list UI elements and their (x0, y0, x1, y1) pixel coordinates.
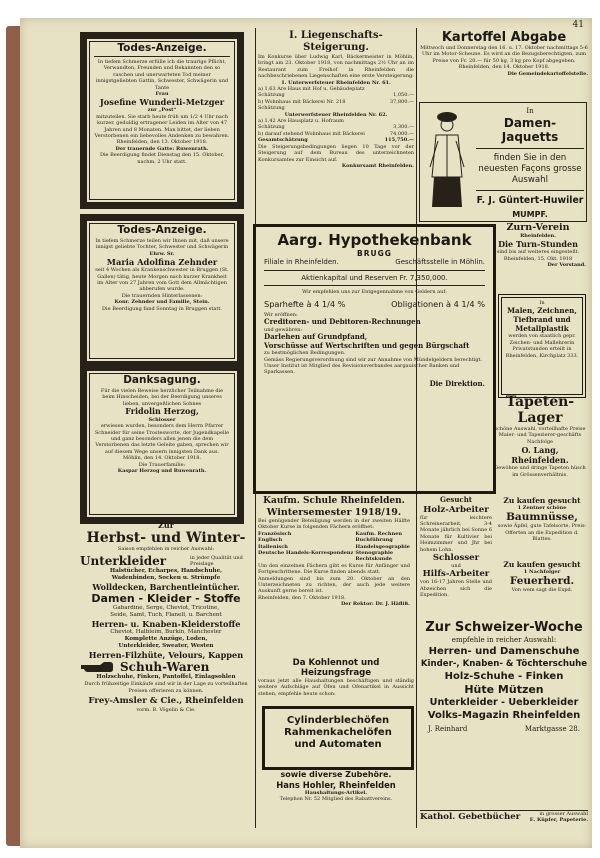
ad-place: Möhlin, den 14. Oktober 1918. (122, 455, 202, 462)
product-line: Unterkleider - Ueberkleider (429, 696, 579, 708)
ofen-line: sowie diverse Zubehöre. (280, 770, 392, 779)
ad-line: 1 Nachfolger (523, 569, 561, 575)
firm-city: MUMPF. (512, 209, 548, 219)
parcel-text: b) Wohnhaus mit Bäckerei Nr. 218 (258, 98, 346, 105)
product-line: Gabardine, Serge, Cheviot, Tricotine, (112, 605, 220, 612)
ad-sign: Der Rektor: Dr. J. Häfliß. (340, 601, 410, 608)
firm-sub: vorm. B. Vögelin & Cie. (136, 707, 196, 714)
bank-line: Unser Institut ist Mitglied des Revisionsverbandes aargauischer Banken und Sparkassen. (264, 363, 460, 376)
ad-title: Kartoffel Abgabe (441, 30, 567, 45)
ad-title: Todes-Anzeige. (117, 42, 207, 54)
ad-body: Mittwoch und Donnerstag den 16. u. 17. Oktober nachmittags 5-6 Uhr im Motor-Scheune. Es wird an die Bezugsberechtigten, zum Preise von Fr. 20.— für 50 kg, 3 kg pro Kopf abgegeben. (420, 45, 588, 64)
firm-name: J. Reinhard (428, 724, 468, 733)
ad-title: Baumnüsse, (506, 511, 578, 524)
parcel-list-2 (258, 118, 414, 144)
bank-filiale: Filiale in Rheinfelden. (264, 258, 339, 266)
oblig-rate: Obligationen à 4 1/4 % (391, 298, 485, 309)
ad-sign: Der trauernde Gatte: Ruwenrath. (115, 145, 209, 152)
ad-intro: In tiefem Schmerze erfülle ich die traurige Pflicht, Verwandten, Freunden und Bekannten den so raschen und unerwarteten Tod meiner innigstgeliebten Gattin, Schwester, Schwägerin und Tante (95, 59, 229, 91)
ad-sub: Wintersemester 1918/19. (266, 507, 402, 518)
ad-footer: Die Beerdigung fand Sonntag in Bruggen statt. (102, 305, 222, 312)
ad-in: In (526, 107, 534, 115)
bank-line: Creditoren- und Debitoren-Rechnungen (264, 317, 421, 326)
malen-line: Metallplastik (515, 324, 569, 334)
product-line: Seide, Samt, Tuch, Flanell, u. Barchent (110, 612, 222, 619)
ad-place: Rheinfelden, den 13. Oktober 1918. (116, 139, 208, 146)
product-heading: Herren-Filzhüte, Velours, Kappen (88, 650, 244, 661)
parcel-text: Schätzung (258, 92, 285, 99)
firm-name: F. J. Güntert-Huwiler (476, 194, 584, 206)
product-line: Wadenbinden, Socken u. Strümpfe (111, 575, 221, 582)
ad-title: Todes-Anzeige. (117, 224, 207, 236)
product-line: Unterkleider, Sweater, Westen (118, 643, 214, 650)
hypothekenbank-ad (253, 224, 496, 494)
gesucht-ad (420, 496, 492, 616)
ad-zur: Zur (158, 520, 174, 530)
ad-body: werden von staatlich gepr. Zeichen- und Mallehrerin Privatstunden erteilt in Rheinfelden, Kirchplatz 333. (505, 333, 579, 359)
ad-intro: Bei genügender Beteiligung werden in der zweiten Hälfte Oktober Kurse in folgenden Fächern eröffnet: (258, 518, 410, 531)
firm-sub: Haushaltungs-Artikel. (304, 790, 368, 796)
product-line: Cheviot, Halbleim, Burkin, Manchester (110, 629, 222, 636)
ad-body: erwiesen wurden, besonders dem Herrn Pfarrer Schneider für seine Trostesworte, der Jugendkapelle und ganz besonders allen jenen die dem Verstorbenen das letzte Geleite gaben, sprechen wir auf diesem Wege unsern innigsten Dank aus. (94, 423, 230, 455)
bank-kapital: Aktienkapital und Reserven Fr. 7,350,000. (301, 273, 448, 282)
todes-anzeige-zehnder (80, 214, 244, 368)
ad-line: Zu kaufen gesucht (503, 560, 581, 569)
ad-intro: Für die vielen Beweise herzlicher Teilnahme die beim Hinscheiden, bei der Beerdigung unseres lieben, unvergeßlichen Sohnes (100, 388, 224, 407)
parcel-text: Schätzung (258, 105, 285, 112)
course-list-2 (355, 531, 410, 563)
ad-title: Zur Schweizer-Woche (425, 620, 583, 635)
product-line: Komplette Anzüge, Loden, (124, 636, 208, 643)
firm-name: E. Küpfer, Papeterie. (529, 817, 588, 824)
ofen-line: Cylinderblechöfen (286, 715, 390, 726)
malen-line: Malen, Zeichnen, (507, 306, 577, 316)
ad-footer: Die Beerdigung findet Dienstag den 15. Oktober, nachm. 2 Uhr statt. (99, 152, 225, 165)
ad-body: Von wem sagt die Expd. (511, 587, 573, 594)
todes-anzeige-wunderli (80, 32, 244, 209)
ad-sign: Die Gemeindekartoffelstelle. (507, 70, 588, 77)
bank-empf: Wir empfehlen uns zur Entgegennahme von Geldern auf: (302, 289, 447, 296)
deceased-name: Maria Adolfina Zehnder (106, 257, 218, 268)
course-item: Französisch (258, 530, 292, 537)
parcel-value: 74,000.— (389, 130, 414, 137)
job-heading: Holz-Arbeiter (423, 504, 489, 515)
ad-sign-label: Die Trauerfamilie: (138, 461, 186, 468)
ad-body: Die Turn-Stunden (498, 239, 578, 250)
firm-name: Hans Hohler, Rheinfelden (276, 780, 396, 790)
ad-intro: Im Konkurse über Ludwig Karl, Bäckermeister in Möhlin, bringt am 23. Oktober 1918, von nachmittags 2½ Uhr an im Restaurant zum Freihof in Rheinfelden die nachbeschriebenen Liegenschaften eine erste Versteigerung: (258, 54, 414, 80)
deceased-name: Fridolin Herzog, (125, 406, 199, 417)
course-item: Handelsgeographie (355, 543, 410, 550)
ad-title: Da Kohlennot und Heizungsfrage (292, 658, 380, 678)
ad-place: Rheinfelden, den 7. Oktober 1918. (258, 594, 346, 601)
baumnuss-ad (496, 496, 588, 556)
liegenschafts-steigerung (258, 30, 414, 220)
unterkleider-note: in jeder Qualität und Preislage (190, 555, 243, 568)
bank-geschaeft: Geschäftsstelle in Möhlin. (395, 258, 485, 266)
kartoffel-abgabe (420, 30, 588, 96)
page-number: 41 (572, 20, 584, 30)
ad-anmeldung: Anmeldungen sind bis zum 20. Oktober an den Unterzeichneten zu richten, der auch jede weitere Auskunft gerne bereit ist. (258, 575, 410, 595)
product-line: Hüte Mützen (464, 682, 544, 696)
bank-line: Wir eröffnen: (264, 311, 298, 318)
ad-sub: Schlosser (148, 416, 176, 423)
parcel-text: a) 1,42 Are Hausplatz u. Hofraum (258, 118, 344, 125)
ad-title: I. Liegenschafts-Steigerung. (289, 30, 383, 53)
woman-figure-icon (422, 107, 472, 215)
ad-line: 1 Zentner schöne (517, 505, 567, 511)
product-line: Halstücher, Echarpes, Handschuhe, (109, 568, 223, 575)
bank-line: zu bestmöglichen Bedingungen. (264, 350, 346, 357)
ad-pre: Ehrw. Sr. (149, 250, 175, 257)
ofen-box (262, 706, 414, 770)
malen-ad (498, 294, 586, 398)
ad-intro: In tiefem Schmerze teilen wir Ihnen mit, daß unsere innigst geliebte Tochter, Schwester und Schwägerin (95, 238, 229, 251)
ad-body: von 16-17 Jahren Stelle und Abzeichen sich die Expedition. (420, 579, 492, 599)
course-item: Kaufm. Rechnen (355, 530, 403, 537)
malen-line: Tiefbrand und (513, 315, 571, 325)
feuerherd-ad (496, 560, 588, 612)
ad-title: Herbst- und Winter- (86, 530, 246, 546)
ad-sign: Konkursamt Rheinfelden. (341, 162, 414, 169)
ad-body: schöne Auswahl, vorteilhafte Preise Maler- und Tapezierer-geschäfts Nachfolge (494, 426, 586, 445)
ad-title: Damen-Jaquetts (501, 115, 559, 144)
bank-sub: BRUGG (357, 249, 392, 258)
ad-place: Rheinfelden, den 14. Oktober 1918. (458, 64, 550, 71)
ad-body: Um den einzelnen Fächern gibt es Kurse für Anfänger und Fortgeschrittene. Die Kurse finden abends statt. (258, 562, 410, 576)
bank-title: Aarg. Hypothekenbank (277, 231, 472, 249)
pointing-hand-icon (80, 660, 114, 674)
product-line: Holzschuhe, Finken, Pantoffel, Einlagsohlen (96, 674, 236, 681)
course-item: Englisch (258, 537, 283, 544)
ofen-line: und Automaten (294, 739, 382, 750)
section-heading: 1. Unterwerfsteuer Rheinfelden Nr. 61. (281, 79, 391, 86)
ad-place: Rheinfelden. (520, 233, 556, 239)
ad-in: In (539, 300, 545, 306)
job-heading: Schlosser (432, 553, 480, 564)
job-heading: Hilfs-Arbeiter (422, 569, 490, 580)
ofen-line: Rahmenkachelöfen (284, 727, 392, 738)
ad-body: voraus jetzt alle Haushaltungen beschäftigen und ständig weitere Aufschläge auf Öfen und Ofenartikel in Aussicht stehen, empfehle heute schon: (258, 678, 414, 697)
schuh-heading: Schuh-Waren (120, 660, 210, 675)
damen-jaquetts-ad (419, 102, 587, 222)
herbst-winter-ad (80, 520, 252, 814)
schweizer-woche-ad (420, 620, 588, 806)
product-line: Durch frühzeitige Einkäufe sind wir in der Lage zu vorteilhaften Preisen offerieren zu können. (84, 681, 248, 694)
product-line: Volks-Magazin Rheinfelden (427, 709, 581, 721)
ad-title: Feuerherd. (509, 575, 575, 588)
product-line: Kinder-, Knaben- & Töchterschuhe (420, 658, 588, 669)
kohlennot-ad (258, 658, 414, 704)
ad-body: sowie Äpfel, gute Tafelsorte, Preis-Offerten an die Expedition d. Blattes. (497, 523, 587, 543)
ad-title: Zurn-Verein (506, 222, 570, 233)
parcel-text: a) 1,63 Are Haus mit Hof u. Gebäudeplatz (258, 86, 365, 93)
parcel-text: b) darauf stehend Wohnhaus mit Bäckerei (258, 130, 365, 137)
firm-name: O. Lang, Rheinfelden. (511, 445, 569, 466)
ad-body: seit 4 Wochen als Krankenschwester in Bruggen (St. Gallen) tätig, heute Morgen nach kurzer Krankheit im Alter von 27 Jahren vom Gott dem Allmächtigen abberufen wurde. (95, 267, 229, 293)
ad-pre: Frau (155, 91, 169, 98)
product-heading: Herren- u. Knaben-Kleiderstoffe (91, 619, 241, 630)
ad-sub: empfehle in reicher Auswahl: (451, 636, 557, 644)
ad-body: sind bis auf weiteres eingestellt. (496, 249, 580, 256)
ad-title: Gesucht (439, 496, 473, 504)
product-line: Wolldecken, Barchentleintücher. (92, 582, 240, 593)
ad-sub: zur „Post“ (147, 107, 177, 114)
ad-body: Gewöhne und dringe Tapeten hüsch im Grössenverhältnis. (494, 465, 586, 478)
ad-footer: Die Steigerungsbedingungen liegen 10 Tage vor der Steigerung auf dem Bureau des unterzeichneten Konkursamtes zur Einsicht auf. (258, 143, 414, 163)
product-line: Holz-Schuhe - Finken (444, 670, 564, 682)
ad-body: für leichtere Schreinerarbeit, 3-4 Monate jährlich bei Sonne 6 Monate für Kultivier bei Heimzimmer und Jhr bei hohem Lohn. (420, 514, 492, 553)
tapeten-ad (492, 394, 588, 490)
bank-sign: Die Direktion. (429, 378, 485, 388)
bank-line: Gemäss Regierungsverordnung sind wir zur Annahme von Mündelgeldern berechtigt. (264, 356, 483, 363)
gebetbuecher-ad (420, 810, 588, 835)
ad-title: Kathol. Gebetbücher (420, 812, 521, 823)
firm-addr: Marktgasse 28. (524, 724, 580, 733)
bank-line: Darlehen auf Grundpfand, (264, 332, 368, 341)
course-list-1 (258, 531, 353, 563)
ad-title: Tapeten-Lager (505, 394, 575, 426)
ad-title: Danksagung. (123, 374, 201, 386)
course-item: Italienisch (258, 543, 288, 550)
kaufm-schule-ad (258, 496, 410, 654)
firm-tel: Telephon Nr. 52 Mitglied des Rabattvereins. (279, 796, 393, 803)
danksagung-herzog (80, 364, 244, 524)
ad-body: in grosser Auswahl (539, 811, 588, 817)
parcel-value: 1,050.— (393, 92, 414, 99)
parcel-list-1 (258, 86, 414, 112)
section-heading: Unterwerfsteuer Rheinfelden Nr. 62. (284, 111, 388, 118)
parcel-value: 37,800.— (389, 98, 414, 105)
turnverein-ad (490, 222, 586, 290)
parcel-text: Gesamtschätzung (258, 137, 308, 144)
product-heading: Damen - Kleider - Stoffe (91, 592, 241, 606)
ad-sign-label: Die trauernden Hinterlassenen: (121, 292, 203, 299)
ad-und: und (451, 563, 461, 570)
course-item: Stenographie (355, 550, 394, 557)
unterkleider-heading: Unterkleider (80, 554, 167, 569)
ad-sign: Der Vorstand. (547, 262, 586, 269)
parcel-value: 3,300.— (393, 124, 414, 131)
course-item: Deutsche Handels-Korrespondenz (258, 550, 354, 557)
course-item: Rechtskunde (355, 556, 392, 563)
ad-line: Zu kaufen gesucht (503, 496, 581, 505)
ad-date: Rheinfelden, 15. Okt. 1918 (503, 255, 573, 262)
ad-saison: Saison empfehlen in reicher Auswahl: (117, 546, 215, 552)
ad-sign: Kaspar Herzog und Ruwenrath. (117, 467, 207, 474)
newspaper-page (20, 18, 592, 848)
parcel-text: Schätzung (258, 124, 285, 131)
deceased-name: Josefine Wunderli-Metzger (99, 97, 225, 108)
ad-body: mitzuteilen. Sie starb heute früh um 1/2 4 Uhr nach kurzer, geduldig ertragener Leiden im Alter von 47 Jahren und 8 Monaten. Man bittet, der lieben Verstorbenen ein liebevolles Andenken zu bewahren. (94, 113, 230, 140)
parcel-value: 115,750.— (384, 137, 414, 144)
bank-line: und gewähren: (264, 326, 303, 333)
ad-body: finden Sie in den neuesten Façons grosse Auswahl (478, 152, 582, 185)
product-line: Herren- und Damenschuhe (428, 645, 580, 657)
ad-sign: Konr. Zehnder und Familie, Stein. (114, 299, 210, 306)
hohler-firm (258, 770, 414, 826)
ad-title: Kaufm. Schule Rheinfelden. (263, 496, 405, 506)
bank-line: Vorschüsse auf Wertschriften und gegen Bürgschaft (264, 340, 470, 350)
spar-rate: Sparhefte à 4 1/4 % (264, 298, 346, 309)
course-item: Buchführung (355, 537, 393, 544)
firm-name: Frey-Amsler & Cie., Rheinfelden (88, 696, 244, 707)
